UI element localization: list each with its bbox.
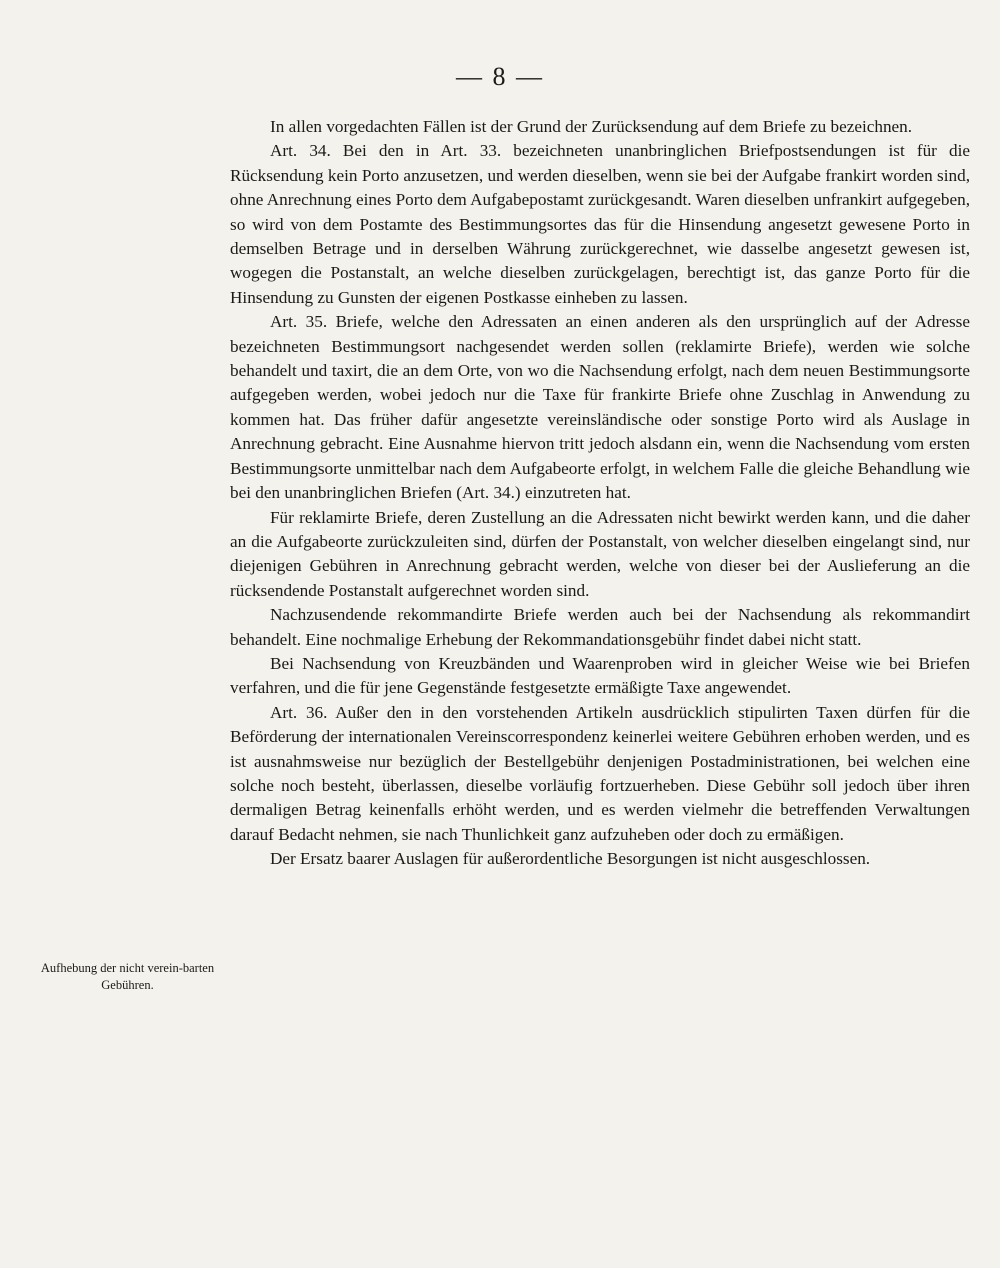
paragraph-art-35: Art. 35. Briefe, welche den Adressaten an einen anderen als den ursprünglich auf der Adresse bezeichneten Bestimmungsort nachgesendet werden sollen (reklamirte Briefe), werden wie solche behandelt und taxirt, die an dem Orte, von wo die Nachsendung erfolgt, nach dem neuen Bestimmungsorte aufgegeben werden, wobei jedoch nur die Taxe für frankirte Briefe ohne Zuschlag in Anwendung zu kommen hat. Das früher dafür angesetzte vereinsländische oder sonstige Porto wird als Auslage in Anrechnung gebracht. Eine Ausnahme hiervon tritt jedoch alsdann ein, wenn die Nachsendung vom ersten Bestimmungsorte unmittelbar nach dem Aufgabeorte erfolgt, in welchem Falle die gleiche Behandlung wie bei den unanbringlichen Briefen (Art. 34.) einzutreten hat. bbox=[230, 312, 970, 503]
paragraph-registered-letters: Nachzusendende rekommandirte Briefe werden auch bei der Nachsendung als rekommandirt behandelt. Eine nochmalige Erhebung der Rekommandationsgebühr findet dabei nicht statt. bbox=[230, 605, 970, 649]
paragraph-1: In allen vorgedachten Fällen ist der Grund der Zurücksendung auf dem Briefe zu bezeichnen. bbox=[270, 117, 913, 136]
page-number: — 8 — bbox=[456, 62, 544, 91]
margin-note: Aufhebung der nicht verein-barten Gebühren. bbox=[40, 961, 215, 992]
paragraph-art-36: Art. 36. Außer den in den vorstehenden Artikeln ausdrücklich stipulirten Taxen dürfen für die Beförderung der internationalen Vereinscorrespondenz keinerlei weitere Gebühren erhoben werden, und es ist ausnahmsweise nur bezüglich der Bestellgebühr denjenigen Postadministrationen, bei welchen eine solche noch besteht, überlassen, dieselbe vorläufig fortzuerheben. Diese Gebühr soll jedoch über ihren dermaligen Betrag keinenfalls erhöht werden, und es werden vielmehr die betreffenden Verwaltungen darauf Bedacht nehmen, sie nach Thunlichkeit ganz aufzuheben oder doch zu ermäßigen. bbox=[230, 702, 970, 844]
paragraph-reclaimed-letters: Für reklamirte Briefe, deren Zustellung an die Adressaten nicht bewirkt werden kann, und die daher an die Aufgabeorte zurückzuleiten sind, dürfen der Postanstalt, von welcher dieselben eingelangt sind, nur diejenigen Gebühren in Anrechnung gebracht werden, welche von dieser bei der Auslieferung an die rücksendende Postanstalt aufgerechnet worden sind. bbox=[230, 507, 970, 600]
main-text-column bbox=[230, 115, 970, 872]
paragraph-expenses: Der Ersatz baarer Auslagen für außerordentliche Besorgungen ist nicht ausgeschlossen. bbox=[270, 849, 871, 869]
paragraph-cross-bands: Bei Nachsendung von Kreuzbänden und Waarenproben wird in gleicher Weise wie bei Briefen verfahren, und die für jene Gegenstände festgesetzte ermäßigte Taxe angewendet. bbox=[230, 653, 970, 698]
paragraph-art-34: Art. 34. Bei den in Art. 33. bezeichneten unanbringlichen Briefpostsendungen ist für die Rücksendung kein Porto anzusetzen, und werden dieselben, wenn sie bei der Aufgabe frankirt worden sind, ohne Anrechnung eines Porto dem Aufgabepostamt zurückgesandt. Waren dieselben unfrankirt aufgegeben, so wird von dem Postamte des Bestimmungsortes das für die Hinsendung angesetzt gewesene Porto in demselben Betrage und in derselben Währung zurückgerechnet, wie dasselbe angesetzt gewesen ist, wogegen die Postanstalt, an welche dieselben zurückgelagen, berechtigt ist, das ganze Porto für die Hinsendung zu Gunsten der eigenen Postkasse einheben zu lassen. bbox=[230, 141, 970, 307]
